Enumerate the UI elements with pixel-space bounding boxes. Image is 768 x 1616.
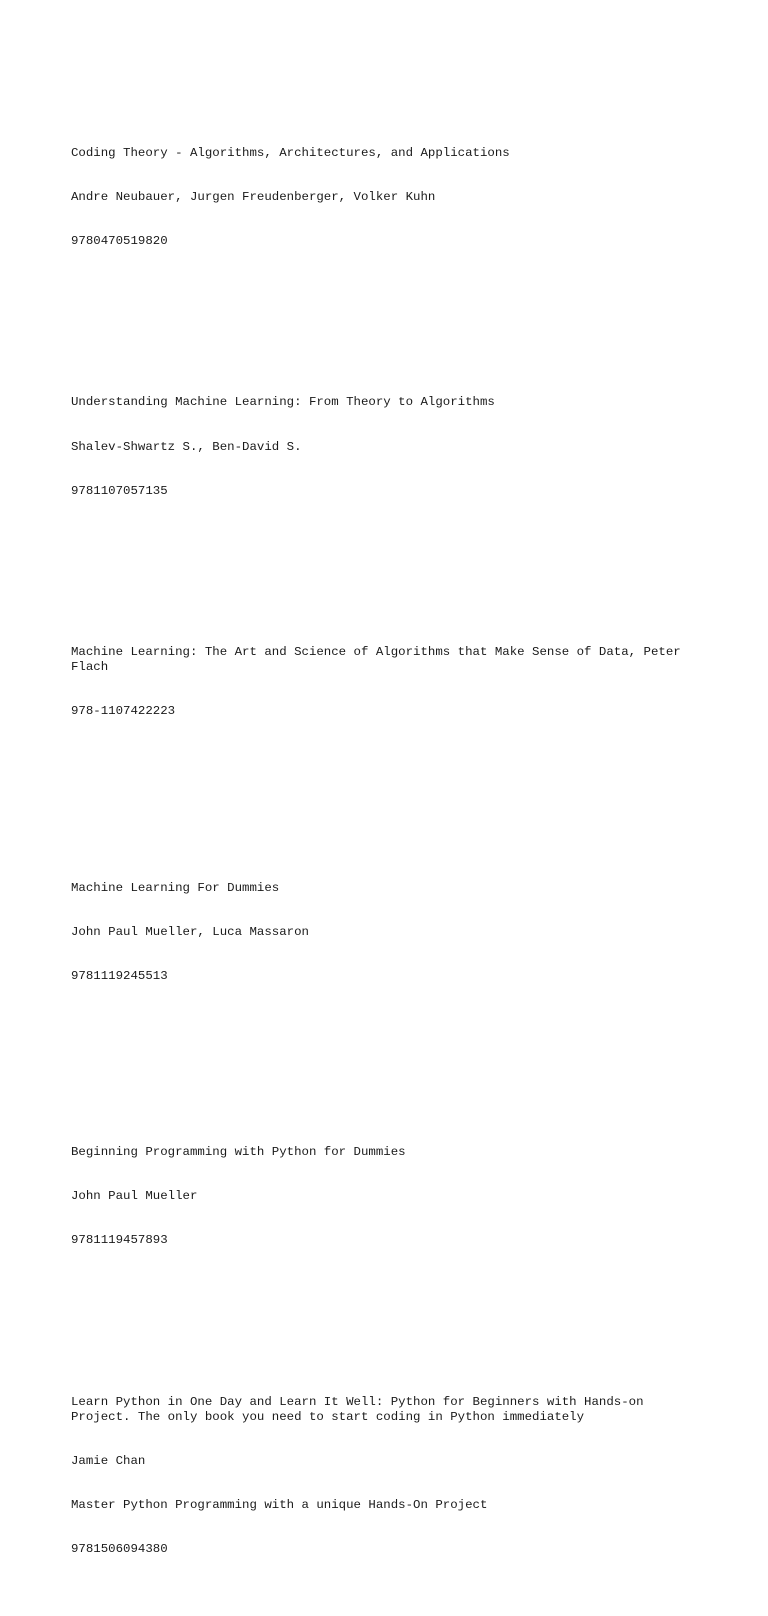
entry-spacer (71, 1307, 703, 1322)
book-isbn: 978-1107422223 (71, 704, 176, 719)
book-entry (71, 1366, 703, 1587)
entry-spacer (71, 1042, 703, 1071)
book-authors: Jamie Chan (71, 1454, 146, 1469)
book-entry (71, 616, 703, 748)
book-title: Machine Learning: The Art and Science of Algorithms that Make Sense of Data, Peter Flach (71, 645, 689, 675)
book-isbn: 9781119457893 (71, 1233, 168, 1248)
book-isbn: 9781119245513 (71, 968, 168, 983)
book-title: Coding Theory - Algorithms, Architectures, and Applications (71, 145, 510, 160)
book-entry (71, 1116, 703, 1278)
book-isbn: 9781107057135 (71, 483, 168, 498)
entry-spacer (71, 778, 703, 807)
book-title: Machine Learning For Dummies (71, 880, 280, 895)
entry-spacer (71, 557, 703, 572)
book-authors: Andre Neubauer, Jurgen Freudenberger, Volker Kuhn (71, 189, 436, 204)
book-entry (71, 851, 703, 1013)
book-authors: John Paul Mueller, Luca Massaron (71, 924, 309, 939)
book-subtitle: Master Python Programming with a unique Hands-On Project (71, 1498, 488, 1513)
book-title: Understanding Machine Learning: From Theory to Algorithms (71, 395, 495, 410)
entry-spacer (71, 307, 703, 322)
book-isbn: 9780470519820 (71, 233, 168, 248)
book-entry (71, 116, 703, 278)
book-entry (71, 366, 703, 528)
book-title: Beginning Programming with Python for Dummies (71, 1145, 406, 1160)
book-title: Learn Python in One Day and Learn It Well: Python for Beginners with Hands-on Project. The only book you need to start coding in Python immediately (71, 1395, 651, 1424)
book-list-document (71, 72, 703, 1616)
book-isbn: 9781506094380 (71, 1542, 168, 1557)
book-authors: John Paul Mueller (71, 1189, 198, 1204)
book-authors: Shalev-Shwartz S., Ben-David S. (71, 439, 302, 454)
